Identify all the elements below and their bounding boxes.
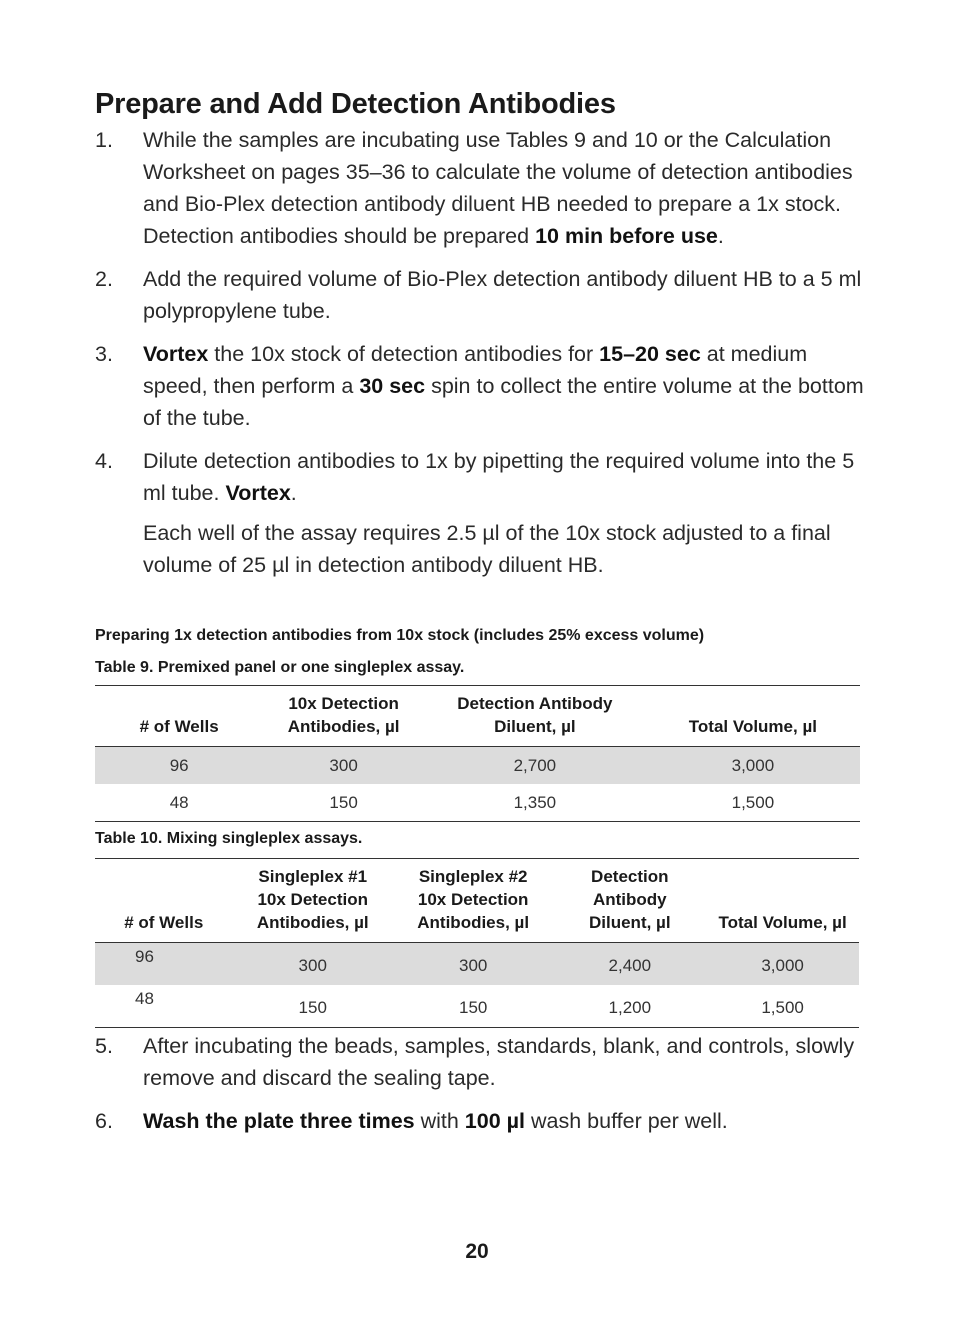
list-item <box>95 263 865 327</box>
step-number: 2. <box>95 267 113 291</box>
header-line: Diluent, µl <box>494 717 576 736</box>
column-header <box>263 686 424 747</box>
text-segment: . <box>290 481 297 505</box>
table-header <box>95 686 860 747</box>
emphasis-text: Vortex <box>143 342 209 366</box>
header-line: Total Volume, µl <box>718 913 847 932</box>
table-row <box>95 943 859 986</box>
step-text <box>143 338 865 434</box>
column-header <box>95 686 263 747</box>
column-header <box>553 859 706 943</box>
table-cell: 150 <box>458 997 488 1017</box>
list-item <box>95 124 865 252</box>
column-header <box>646 686 860 747</box>
emphasis-text: 100 µl <box>464 1109 526 1133</box>
step-text <box>143 445 865 509</box>
header-line: Antibody <box>592 890 667 909</box>
emphasis-text: 15–20 sec <box>599 342 701 366</box>
column-header <box>95 859 233 943</box>
table-cell: 150 <box>298 997 327 1017</box>
column-header <box>393 859 553 943</box>
text-segment: spin to collect the entire volume at the bottom of the tube. <box>143 374 864 430</box>
list-item <box>95 1030 865 1094</box>
header-line: Diluent, µl <box>589 913 671 932</box>
list-item <box>95 338 865 434</box>
header-line: Antibodies, µl <box>417 913 530 932</box>
table-cell: 300 <box>298 955 327 975</box>
header-line: 10x Detection <box>257 890 368 909</box>
list-item <box>95 445 865 581</box>
tables-caption: Preparing 1x detection antibodies from 10x stock (includes 25% excess volume) <box>95 627 705 644</box>
column-header <box>233 859 393 943</box>
table-cell: 96 <box>169 755 189 775</box>
text-segment: Each well of the assay requires 2.5 µl of the 10x stock adjusted to a final volume of 25 µl in detection antibody diluent HB. <box>143 521 831 577</box>
step-number: 3. <box>95 342 113 366</box>
table-body <box>95 943 859 1028</box>
table-cell: 1,500 <box>761 997 804 1017</box>
table-cell: 2,700 <box>513 755 557 775</box>
table10-caption: Table 10. Mixing singleplex assays. <box>95 830 363 847</box>
section-heading: Prepare and Add Detection Antibodies <box>95 88 616 120</box>
table-cell: 1,350 <box>513 792 557 812</box>
text-segment: Dilute detection antibodies to 1x by pipetting the required volume into the 5 ml tube. <box>143 449 855 505</box>
header-row <box>95 859 859 943</box>
text-segment: wash buffer per well. <box>525 1109 728 1133</box>
header-line: Singleplex #2 <box>418 867 528 886</box>
header-line: 10x Detection <box>417 890 529 909</box>
list-item <box>95 1105 865 1137</box>
emphasis-text: 10 min before use <box>535 224 718 248</box>
header-line: # of Wells <box>139 717 219 736</box>
step-list <box>95 124 865 592</box>
table-cell: 48 <box>135 989 154 1008</box>
table10 <box>95 858 859 1028</box>
column-header <box>424 686 646 747</box>
table-row <box>95 985 859 1028</box>
table9-caption: Table 9. Premixed panel or one singleplex assay. <box>95 659 465 676</box>
table-cell: 3,000 <box>731 755 775 775</box>
table-cell: 96 <box>135 947 154 966</box>
step-text <box>143 517 865 581</box>
step-text <box>143 263 865 327</box>
text-segment: Add the required volume of Bio-Plex detection antibody diluent HB to a 5 ml polypropylene tube. <box>143 267 862 323</box>
text-segment: with <box>414 1109 465 1133</box>
table-cell: 150 <box>329 792 358 812</box>
text-segment: After incubating the beads, samples, standards, blank, and controls, slowly remove and discard the sealing tape. <box>143 1034 855 1090</box>
emphasis-text: 30 sec <box>359 374 426 398</box>
text-segment: While the samples are incubating use Tables 9 and 10 or the Calculation Worksheet on pages 35–36 to calculate the volume of detection antibodies and Bio-Plex detection antibody diluent HB needed to prepare a 1x stock. Detection antibodies should be prepared <box>143 128 853 248</box>
header-line: Antibodies, µl <box>256 913 369 932</box>
table-cell: 300 <box>329 755 358 775</box>
text-segment: at medium speed, then perform a <box>143 342 808 398</box>
text-segment: the 10x stock of detection antibodies for <box>208 342 600 366</box>
header-line: 10x Detection <box>288 694 399 713</box>
table9 <box>95 685 860 822</box>
emphasis-text: Vortex <box>225 481 291 505</box>
step-number: 5. <box>95 1034 113 1058</box>
table-header <box>95 859 859 943</box>
step-list-continued <box>95 1030 865 1148</box>
table-cell: 1,500 <box>731 792 775 812</box>
table-cell: 2,400 <box>608 955 652 975</box>
header-row <box>95 686 860 747</box>
table-cell: 1,200 <box>608 997 652 1017</box>
table-body <box>95 747 860 822</box>
step-number: 1. <box>95 128 113 152</box>
step-text <box>143 124 865 252</box>
header-line: Singleplex #1 <box>258 867 368 886</box>
page-number: 20 <box>465 1240 489 1263</box>
header-line: Detection Antibody <box>457 694 613 713</box>
header-line: Antibodies, µl <box>287 717 400 736</box>
table-row <box>95 747 860 785</box>
step-number: 6. <box>95 1109 113 1133</box>
step-number: 4. <box>95 449 113 473</box>
table-cell: 3,000 <box>761 955 804 975</box>
step-text <box>143 1030 865 1094</box>
table-cell: 48 <box>169 792 189 812</box>
table-row <box>95 784 860 822</box>
text-segment: . <box>717 224 724 248</box>
header-line: Total Volume, µl <box>688 717 817 736</box>
header-line: Detection <box>591 867 669 886</box>
column-header <box>706 859 859 943</box>
step-text <box>143 1105 865 1137</box>
emphasis-text: Wash the plate three times <box>143 1109 415 1133</box>
header-line: # of Wells <box>124 913 204 932</box>
table-cell: 300 <box>458 955 488 975</box>
